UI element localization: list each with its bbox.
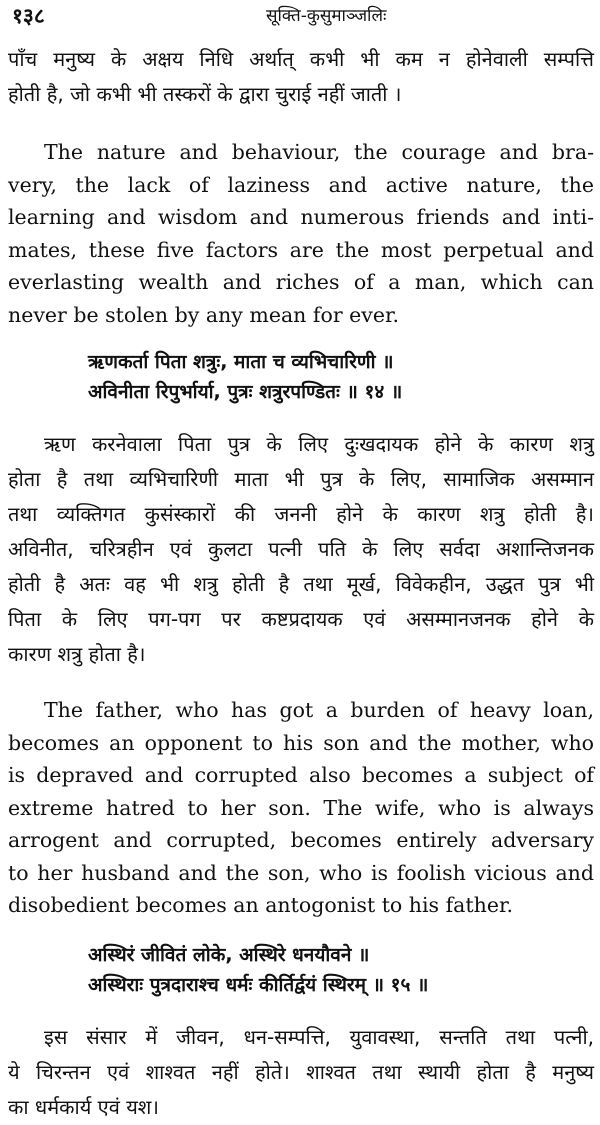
text-line: ये चिरन्तन एवं शाश्वत नहीं होते। शाश्वत तथा स्थायी होता है मनुष्य (8, 1059, 594, 1084)
text-line: The nature and behaviour, the courage and bra- (44, 140, 594, 164)
text-line: extreme hatred to her son. The wife, who is always (8, 795, 594, 820)
page-number: १३८ (12, 3, 45, 28)
text-line: अविनीत, चरित्रहीन एवं कुलटा पत्नी पति के लिए सर्वदा अशान्तिजनक (8, 537, 594, 561)
hindi-paragraph-1 (8, 42, 594, 112)
text-line: becomes an opponent to his son and the mother, who (8, 730, 594, 755)
verse-line: ऋणकर्ता पिता शत्रुः, माता च व्यभिचारिणी ॥ (88, 351, 394, 373)
text-line: कारण शत्रु होता है। (8, 642, 146, 666)
text-line: ऋण करनेवाला पिता पुत्र के लिए दुःखदायक होने के कारण शत्रु (44, 432, 594, 456)
text-line: never be stolen by any mean for ever. (8, 302, 400, 327)
hindi-paragraph-3 (8, 1020, 594, 1125)
english-paragraph-2 (8, 694, 594, 922)
text-line: होती है अतः वह भी शत्रु होती है तथा मूर्ख, विवेकहीन, उद्धत पुत्र भी (8, 572, 594, 596)
text-line: everlasting wealth and riches of a man, which can (8, 270, 594, 294)
text-line: very, the lack of laziness and active nature, the (8, 172, 594, 197)
text-line: इस संसार में जीवन, धन-सम्पत्ति, युवावस्था, सन्तति तथा पत्नी, (44, 1024, 594, 1049)
text-line: to her husband and the son, who is foolish vicious and (8, 860, 594, 885)
verse-15 (88, 940, 594, 1000)
text-line: होता है तथा व्यभिचारिणी माता भी पुत्र के लिए, सामाजिक असम्मान (8, 467, 594, 491)
text-line: होती है, जो कभी भी तस्करों के द्वारा चुराई नहीं जाती । (8, 82, 402, 106)
text-line: mates, these five factors are the most perpetual and (8, 237, 594, 262)
text-line: arrogent and corrupted, becomes entirely adversary (8, 828, 594, 852)
text-line: तथा व्यक्तिगत कुसंस्कारों की जननी होने के कारण शत्रु होती है। (8, 502, 594, 526)
verse-line: अस्थिराः पुत्रदाराश्च धर्मः कीर्तिर्द्वयं स्थिरम् ॥ १५ ॥ (88, 973, 429, 996)
running-title: सूक्ति-कुसुमाञ्जलिः (266, 6, 387, 26)
text-line: disobedient becomes an antogonist to his father. (8, 893, 514, 917)
text-line: The father, who has got a burden of heavy loan, (44, 698, 594, 722)
text-line: learning and wisdom and numerous friends and inti- (8, 205, 594, 229)
verse-14 (88, 347, 594, 407)
text-line: पाँच मनुष्य के अक्षय निधि अर्थात् कभी भी कम न होनेवाली सम्पत्ति (8, 47, 594, 71)
page-header (8, 0, 594, 34)
verse-line: अविनीता रिपुर्भार्या, पुत्रः शत्रुरपण्डितः ॥ १४ ॥ (88, 381, 403, 403)
text-line: is depraved and corrupted also becomes a subject of (8, 763, 594, 787)
text-line: पिता के लिए पग-पग पर कष्टप्रदायक एवं असम्मानजनक होने के (8, 607, 594, 631)
english-paragraph-1 (8, 136, 594, 331)
text-line: का धर्मकार्य एवं यश। (8, 1094, 159, 1119)
verse-line: अस्थिरं जीवितं लोके, अस्थिरे धनयौवने ॥ (88, 943, 370, 966)
hindi-paragraph-2 (8, 427, 594, 672)
